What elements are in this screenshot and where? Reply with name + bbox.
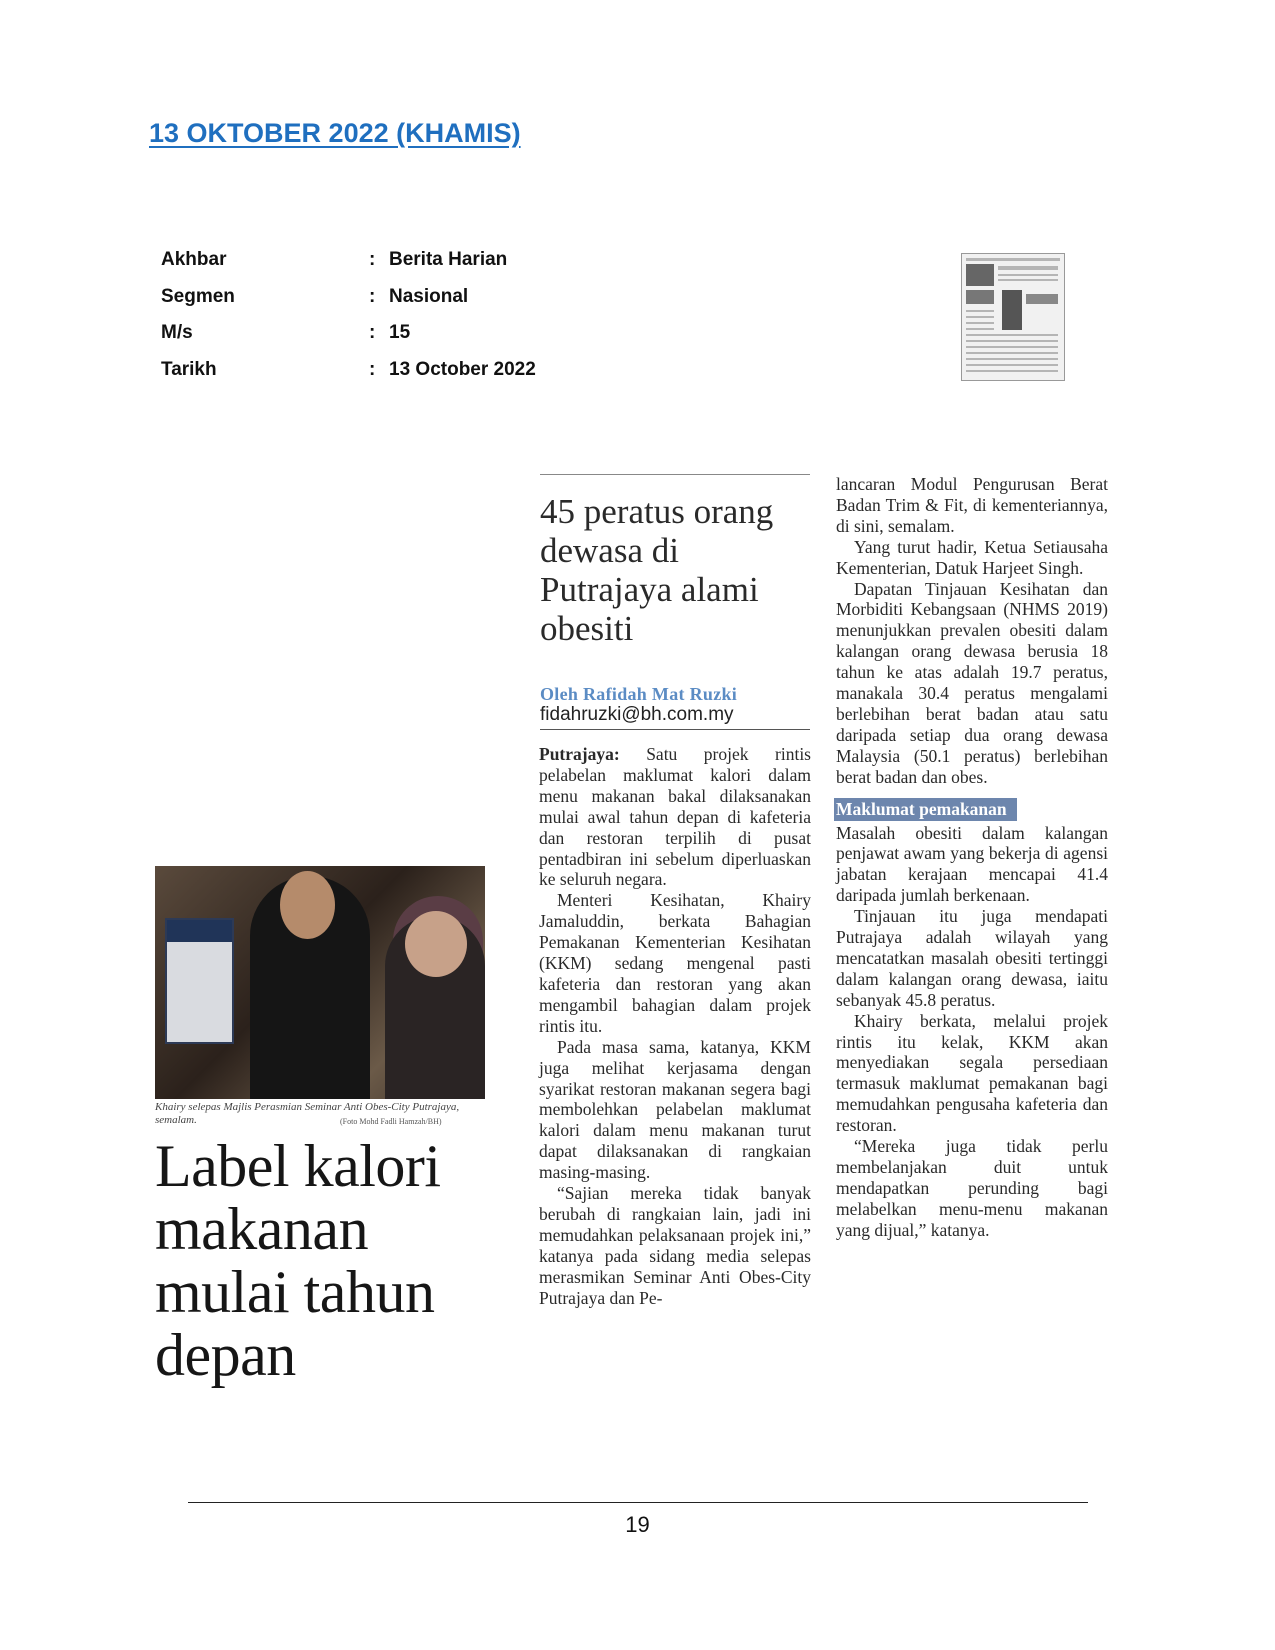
meta-colon: : xyxy=(369,249,376,271)
page-number: 19 xyxy=(625,1512,650,1537)
dateline: Putrajaya: xyxy=(539,744,620,764)
paragraph-text: Satu projek rintis pelabelan maklumat kalori dalam menu makanan bakal dilaksanakan mulai awal tahun depan di kafeteria dan restoran terpilih di pusat pentadbiran ini sebelum diperluaskan ke seluruh negara. xyxy=(539,744,811,890)
meta-row-ms xyxy=(161,315,536,352)
paragraph: “Mereka juga tidak perlu membelanjakan duit untuk mendapatkan perunding bagi melabelkan menu-menu makanan yang dijual,” katanya. xyxy=(836,1136,1108,1240)
paragraph: Menteri Kesihatan, Khairy Jamaluddin, berkata Bahagian Pemakanan Kementerian Kesihatan (KKM) sedang mengenal pasti kafeteria dan restoran yang akan mengambil bahagian dalam projek rintis itu. xyxy=(539,890,811,1036)
meta-value: 13 October 2022 xyxy=(389,358,536,380)
column-top-rule xyxy=(540,474,810,475)
meta-colon: : xyxy=(369,285,376,307)
paragraph: Tinjauan itu juga mendapati Putrajaya adalah wilayah yang mencatatkan masalah obesiti tertinggi dalam kalangan orang dewasa, iaitu sebanyak 45.8 peratus. xyxy=(836,906,1108,1010)
photo-caption-text: Khairy selepas Majlis Perasmian Seminar Anti Obes-City Putrajaya, semalam. xyxy=(155,1101,460,1126)
article-column-2 xyxy=(836,474,1108,1241)
meta-label: M/s xyxy=(161,322,193,344)
article-photo xyxy=(155,866,485,1099)
paragraph: Dapatan Tinjauan Kesihatan dan Morbiditi Kebangsaan (NHMS 2019) menunjukkan prevalen obesiti dalam kalangan orang dewasa berusia 18 tahun ke atas adalah 19.7 peratus, manakala 30.4 peratus mengalami berlebihan berat badan atau satu daripada setiap dua orang dewasa Malaysia (50.1 peratus) berlebihan berat badan dan obes. xyxy=(836,578,1108,787)
meta-label: Segmen xyxy=(161,285,235,307)
paragraph: Pada masa sama, katanya, KKM juga melihat kerjasama dengan syarikat restoran makanan segera bagi membolehkan pelabelan maklumat kalori dalam menu makanan turut dapat dilaksanakan di rangkaian masing-masing. xyxy=(539,1036,811,1183)
footer-rule xyxy=(188,1502,1088,1503)
paragraph: lancaran Modul Pengurusan Berat Badan Trim & Fit, di kementeriannya, di sini, semalam. xyxy=(836,474,1108,536)
meta-colon: : xyxy=(369,322,376,344)
poster-graphic xyxy=(165,918,234,1044)
meta-value: Nasional xyxy=(389,285,469,307)
article-column-1 xyxy=(539,744,811,1308)
paragraph: Khairy berkata, melalui projek rintis itu kelak, KKM akan menyediakan segala persediaan termasuk maklumat pemakanan bagi memudahkan pengusaha kafeteria dan restoran. xyxy=(836,1010,1108,1136)
paragraph: Yang turut hadir, Ketua Setiausaha Kementerian, Datuk Harjeet Singh. xyxy=(836,536,1108,578)
newspaper-page-thumbnail xyxy=(961,253,1065,381)
meta-value: Berita Harian xyxy=(389,249,508,271)
meta-label: Tarikh xyxy=(161,358,217,380)
paragraph: Masalah obesiti dalam kalangan penjawat awam yang bekerja di agensi jabatan kerajaan mencapai 41.4 daripada jumlah berkenaan. xyxy=(836,822,1108,906)
meta-colon: : xyxy=(369,358,376,380)
photo-credit: (Foto Mohd Fadli Hamzah/BH) xyxy=(340,1117,442,1126)
paragraph xyxy=(539,744,811,890)
date-header: 13 OKTOBER 2022 (KHAMIS) xyxy=(149,118,521,148)
person-face xyxy=(280,871,335,939)
byline: Oleh Rafidah Mat Ruzki xyxy=(540,684,738,704)
meta-row-segmen xyxy=(161,279,536,316)
person-face xyxy=(405,911,467,977)
meta-table xyxy=(161,242,536,388)
main-headline: Label kalori makanan mulai tahun depan xyxy=(155,1133,441,1388)
meta-row-akhbar xyxy=(161,242,536,279)
paragraph: “Sajian mereka tidak banyak berubah di rangkaian lain, jadi ini memudahkan pelaksanaan projek ini,” katanya pada sidang media selepas merasmikan Seminar Anti Obes-City Putrajaya dan Pe- xyxy=(539,1183,811,1308)
byline-rule xyxy=(540,729,810,730)
section-subhead: Maklumat pemakanan xyxy=(834,798,1017,821)
sub-headline: 45 peratus orang dewasa di Putrajaya alami obesiti xyxy=(540,492,774,648)
meta-row-tarikh xyxy=(161,352,536,389)
meta-value: 15 xyxy=(389,322,411,344)
author-email: fidahruzki@bh.com.my xyxy=(540,704,734,725)
meta-label: Akhbar xyxy=(161,249,227,271)
